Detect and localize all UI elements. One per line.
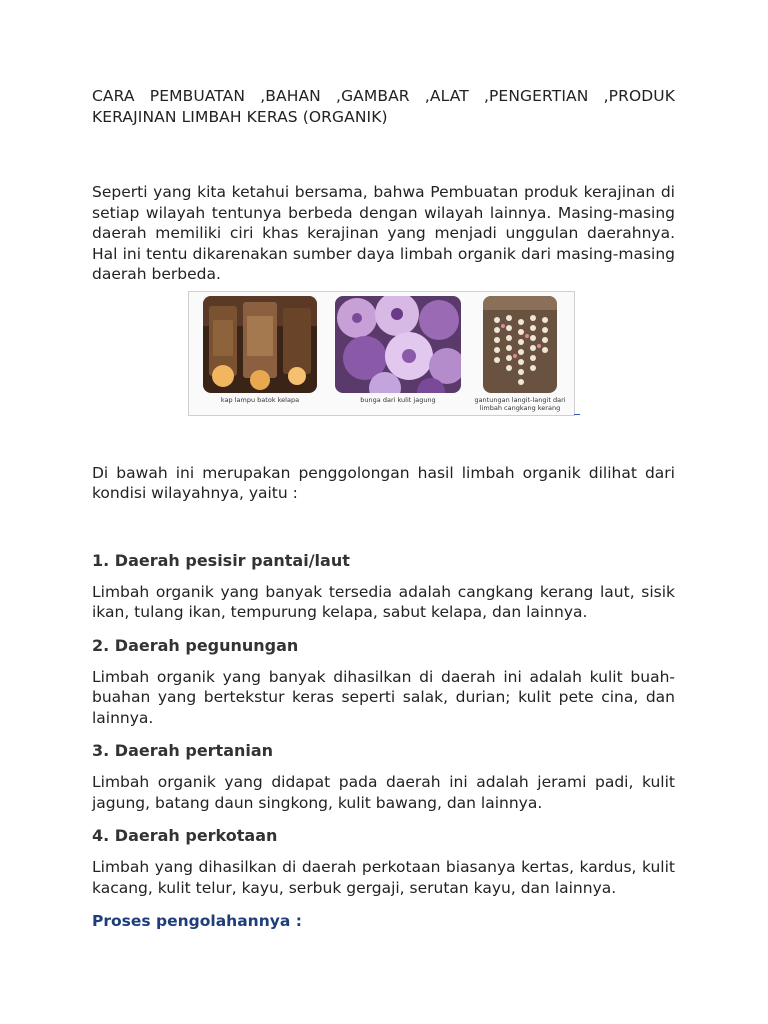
document-content: [92, 86, 675, 947]
section-heading-pesisir: 1. Daerah pesisir pantai/laut: [92, 550, 350, 570]
section-body-pertanian: Limbah organik yang didapat pada daerah ini adalah jerami padi, kulit jagung, batang daun singkong, kulit bawang, dan lainnya.: [92, 773, 675, 812]
section-heading-perkotaan: 4. Daerah perkotaan: [92, 826, 278, 845]
caption-3: gantungan langit-langit dari limbah cangkang kerang: [474, 395, 566, 412]
document-title: CARA PEMBUATAN ,BAHAN ,GAMBAR ,ALAT ,PENGERTIAN ,PRODUK KERAJINAN LIMBAH KERAS (ORGANIK): [92, 87, 675, 126]
shell-hanging-photo: [483, 296, 557, 393]
caption-2: bunga dari kulit jagung: [360, 395, 436, 404]
section-heading-pertanian: 3. Daerah pertanian: [92, 741, 274, 760]
section-body-pegunungan: Limbah organik yang banyak dihasilkan di daerah ini adalah kulit buah-buahan yang bertekstur keras seperti salak, durian; kulit pete cina, dan lainnya.: [92, 667, 675, 727]
intro-paragraph: Seperti yang kita ketahui bersama, bahwa Pembuatan produk kerajinan di setiap wilayah tentunya berbeda dengan wilayah lainnya. Masing-masing daerah memiliki ciri khas kerajinan yang menjadi unggulan daerahnya. Hal ini tentu dikarenakan sumber daya limbah organik dari masing-masing daerah berbeda.: [92, 183, 675, 283]
figure-link-marker: [574, 414, 580, 415]
section-body-pesisir: Limbah organik yang banyak tersedia adalah cangkang kerang laut, sisik ikan, tulang ikan, tempurung kelapa, sabut kelapa, dan lainnya.: [92, 582, 675, 621]
section-heading-pegunungan: 2. Daerah pegunungan: [92, 635, 299, 655]
coconut-lamp-photo: [203, 296, 317, 393]
caption-1: kap lampu batok kelapa: [220, 395, 300, 404]
corn-husk-flower-photo: [335, 296, 461, 393]
section-intro-paragraph: Di bawah ini merupakan penggolongan hasil limbah organik dilihat dari kondisi wilayahnya, yaitu :: [92, 463, 675, 502]
craft-figure: [188, 291, 575, 416]
section-body-perkotaan: Limbah yang dihasilkan di daerah perkotaan biasanya kertas, kardus, kulit kacang, kulit telur, kayu, serbuk gergaji, serutan kayu, dan lainnya.: [92, 858, 675, 897]
proses-heading: Proses pengolahannya :: [92, 912, 302, 930]
